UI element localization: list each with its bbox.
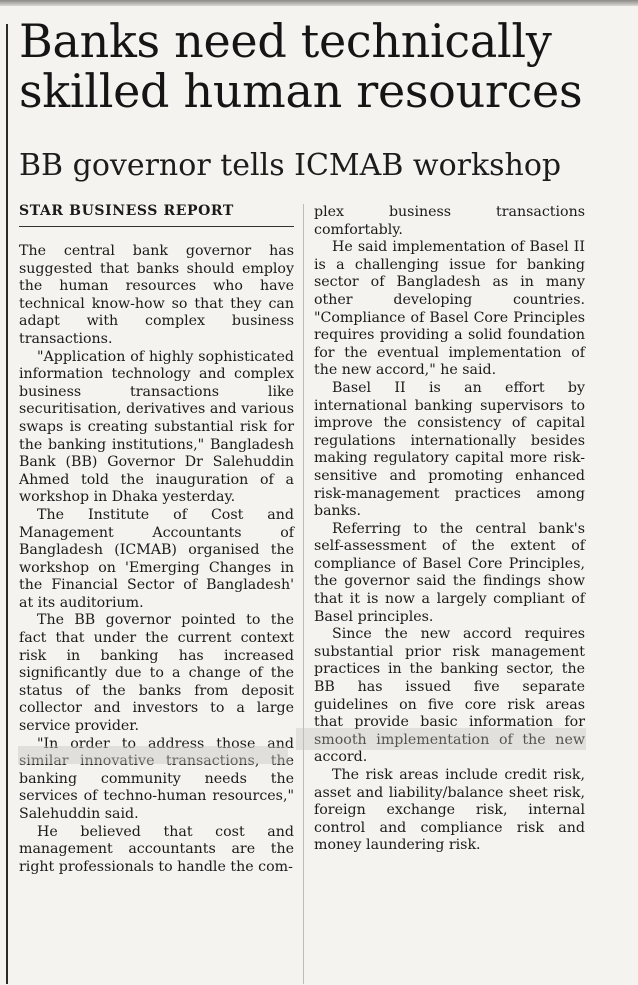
article-paragraph: "In order to address those and similar innovative transactions, the banking community needs the services of techno-human resources," Salehuddin said. — [19, 735, 294, 822]
headline-line-2: skilled human resources — [19, 64, 583, 118]
byline — [19, 202, 297, 220]
print-smudge — [18, 746, 288, 764]
column-divider — [303, 204, 304, 984]
top-border — [0, 0, 638, 6]
article-paragraph: Basel II is an effort by international banking supervisors to improve the consistency of capital regulations internationally besides making regulatory capital more risk-sensitive and promoting enhanced risk-management practices among banks. — [314, 379, 585, 520]
article-paragraph: He believed that cost and management accountants are the right professionals to handle the com- — [19, 823, 294, 875]
article-paragraph: The Institute of Cost and Management Accountants of Bangladesh (ICMAB) organised the workshop on 'Emerging Changes in the Financial Sector of Bangladesh' at its auditorium. — [19, 506, 294, 611]
byline-text: STAR BUSINESS REPORT — [19, 203, 234, 219]
article-paragraph: The risk areas include credit risk, asset and liability/balance sheet risk, foreign exchange risk, internal control and compliance risk and money laundering risk. — [314, 767, 585, 854]
article-paragraph: plex business transactions comfortably. — [314, 204, 585, 238]
subheadline: BB governor tells ICMAB workshop — [19, 148, 562, 183]
article-paragraph: "Application of highly sophisticated information technology and complex business transactions like securitisation, derivatives and various swaps is creating substantial risk for the banking institutions," Bangladesh Bank (BB) Governor Dr Salehuddin Ahmed told the inauguration of a workshop in Dhaka yesterday. — [19, 348, 294, 506]
article-paragraph: The BB governor pointed to the fact that under the current context risk in banking has increased significantly due to a change of the status of the banks from deposit collector and investors to a large service provider. — [19, 612, 294, 735]
left-border-rule — [6, 24, 8, 984]
article-paragraph: The central bank governor has suggested that banks should employ the human resources who have technical know-how so that they can adapt with complex business transactions. — [19, 243, 294, 347]
byline-rule — [19, 226, 294, 227]
article-paragraph: Since the new accord requires substantial prior risk management practices in the banking sector, the BB has issued five separate guidelines on five core risk areas that provide basic information for smooth implementation of the new accord. — [314, 626, 585, 766]
article-paragraph: He said implementation of Basel II is a challenging issue for banking sector of Bangladesh as in many other developing countries. "Compliance of Basel Core Principles requires providing a solid foundation for the eventual implementation of the new accord," he said. — [314, 239, 585, 379]
headline — [19, 16, 629, 116]
print-smudge — [296, 728, 586, 750]
article-paragraph: Referring to the central bank's self-assessment of the extent of compliance of Basel Core Principles, the governor said the findings show that it is now a largely compliant of Basel principles. — [314, 520, 585, 625]
headline-line-1: Banks need technically — [19, 14, 552, 68]
article-column-2 — [314, 204, 585, 855]
article-column-1 — [19, 243, 294, 876]
